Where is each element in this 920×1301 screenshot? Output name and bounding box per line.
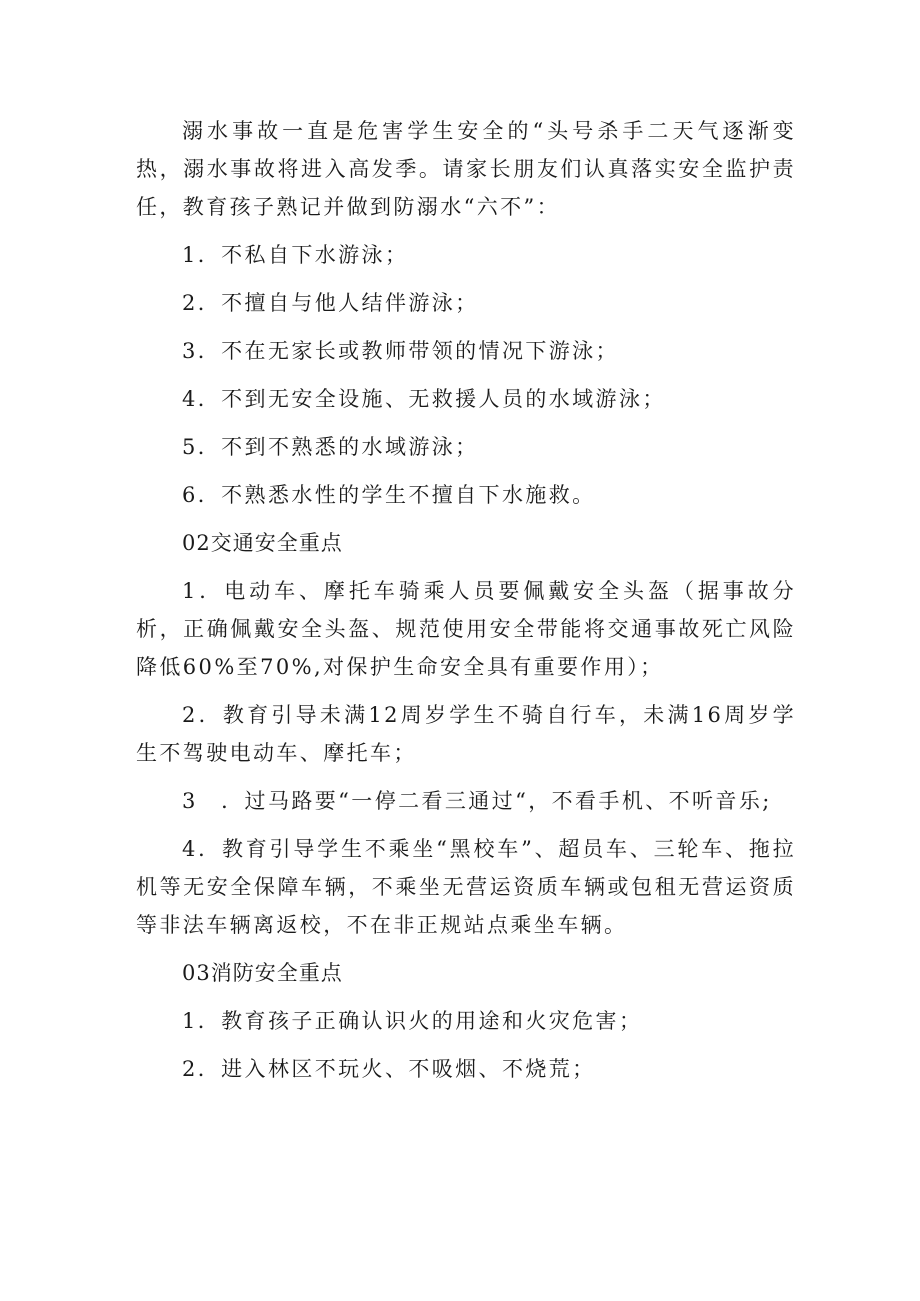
traffic-item-3: 3 ．过马路要“一停二看三通过“，不看手机、不听音乐; bbox=[182, 789, 772, 813]
drowning-item-2: 2．不擅自与他人结伴游泳； bbox=[182, 291, 479, 315]
traffic-item-1: 1．电动车、摩托车骑乘人员要佩戴安全头盔（据事故分析，正确佩戴安全头盔、规范使用安全带能将交通事故死亡风险降低60%至70%,对保护生命安全具有重要作用）； bbox=[136, 579, 796, 679]
fire-item-2: 2．进入林区不玩火、不吸烟、不烧荒； bbox=[182, 1057, 596, 1081]
fire-item-1: 1．教育孩子正确认识火的用途和火灾危害； bbox=[182, 1009, 643, 1033]
traffic-item-2: 2．教育引导未满12周岁学生不骑自行车，未满16周岁学生不驾驶电动车、摩托车； bbox=[136, 703, 796, 765]
document-body bbox=[136, 112, 796, 1098]
fire-heading: 03消防安全重点 bbox=[182, 961, 343, 985]
traffic-heading: 02交通安全重点 bbox=[182, 531, 343, 555]
intro-paragraph: 溺水事故一直是危害学生安全的“头号杀手二天气逐渐变热，溺水事故将进入高发季。请家长朋友们认真落实安全监护责任，教育孩子熟记并做到防溺水“六不”： bbox=[136, 119, 796, 219]
traffic-item-4: 4．教育引导学生不乘坐“黑校车”、超员车、三轮车、拖拉机等无安全保障车辆，不乘坐无营运资质车辆或包租无营运资质等非法车辆离返校，不在非正规站点乘坐车辆。 bbox=[136, 837, 796, 937]
drowning-item-3: 3．不在无家长或教师带领的情况下游泳； bbox=[182, 339, 619, 363]
drowning-item-6: 6．不熟悉水性的学生不擅自下水施救。 bbox=[182, 483, 596, 507]
drowning-item-1: 1．不私自下水游泳； bbox=[182, 243, 409, 267]
drowning-item-5: 5．不到不熟悉的水域游泳； bbox=[182, 435, 479, 459]
drowning-item-4: 4．不到无安全设施、无救援人员的水域游泳； bbox=[182, 387, 666, 411]
